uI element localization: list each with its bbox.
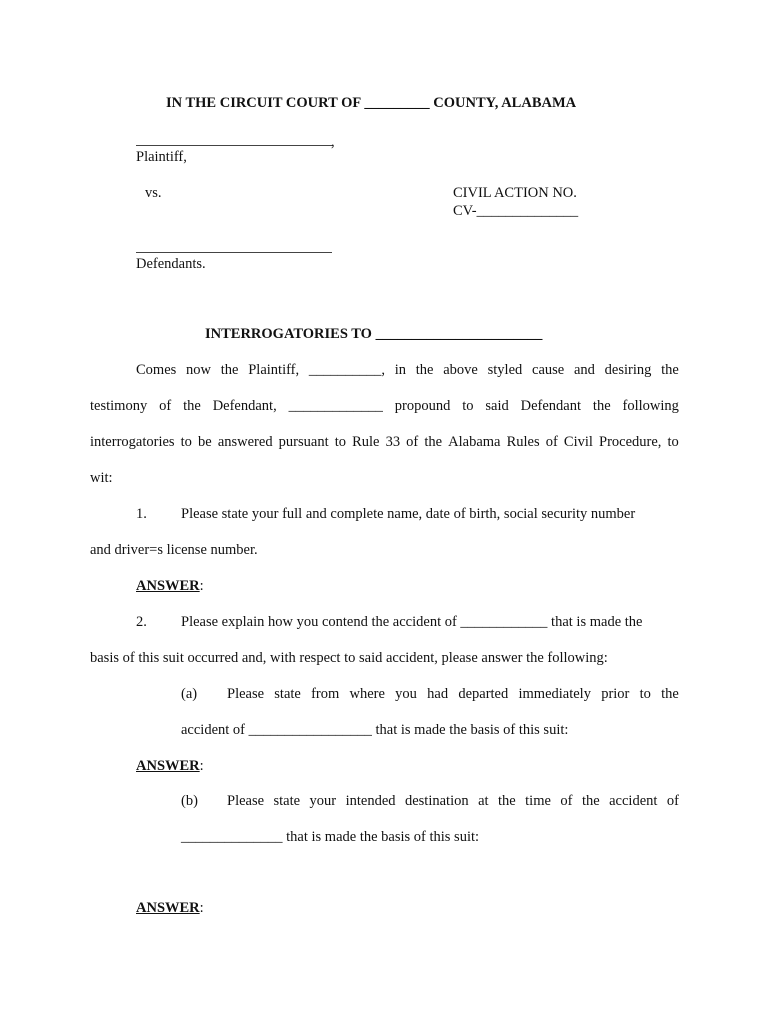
word: the bbox=[581, 793, 600, 809]
word: the bbox=[424, 434, 443, 450]
intro-line-3 bbox=[90, 434, 679, 451]
word: Rules bbox=[506, 434, 540, 450]
subquestion-b-letter: (b) bbox=[181, 793, 198, 809]
question-2-text: Please explain how you contend the accident of ____________ that is made the bbox=[181, 614, 643, 630]
word: Procedure, bbox=[599, 434, 662, 450]
intro-line-4: wit: bbox=[90, 470, 113, 486]
word: now bbox=[186, 362, 212, 378]
word: pursuant bbox=[278, 434, 329, 450]
question-2-number: 2. bbox=[136, 614, 147, 630]
subquestion-a-text-cont: accident of _________________ that is made the basis of this suit: bbox=[181, 722, 569, 738]
word: Please bbox=[227, 686, 265, 702]
word: styled bbox=[487, 362, 523, 378]
word: had bbox=[427, 686, 449, 702]
word: of bbox=[545, 434, 558, 450]
plaintiff-name-line bbox=[136, 145, 332, 146]
word: Alabama bbox=[448, 434, 501, 450]
defendant-name-line bbox=[136, 252, 332, 253]
word: accident bbox=[609, 793, 658, 809]
answer-2a bbox=[136, 758, 204, 775]
answer-colon: : bbox=[199, 900, 204, 916]
word: propound bbox=[394, 398, 451, 414]
case-number: CV-______________ bbox=[453, 203, 579, 219]
word: at bbox=[478, 793, 489, 809]
answer-label: ANSWER bbox=[136, 578, 200, 594]
word: the bbox=[220, 362, 239, 378]
word: Plaintiff, bbox=[248, 362, 300, 378]
word: to bbox=[639, 686, 651, 702]
word: where bbox=[349, 686, 385, 702]
answer-colon: : bbox=[199, 758, 204, 774]
word: Comes bbox=[136, 362, 177, 378]
answer-colon: : bbox=[199, 578, 204, 594]
word: your bbox=[309, 793, 337, 809]
word: interrogatories bbox=[90, 434, 175, 450]
word: said bbox=[485, 398, 509, 414]
civil-action-label: CIVIL ACTION NO. bbox=[453, 185, 577, 201]
word: be bbox=[198, 434, 212, 450]
word: intended bbox=[345, 793, 396, 809]
word: the bbox=[592, 398, 611, 414]
versus-label: vs. bbox=[145, 185, 162, 201]
answer-label: ANSWER bbox=[136, 900, 200, 916]
question-1-number: 1. bbox=[136, 506, 147, 522]
word: in bbox=[394, 362, 407, 378]
word: of bbox=[666, 793, 679, 809]
word: above bbox=[443, 362, 478, 378]
question-1-text-cont: and driver=s license number. bbox=[90, 542, 258, 558]
subquestion-b-text-cont: ______________ that is made the basis of this suit: bbox=[181, 829, 480, 845]
word: __________, bbox=[308, 362, 385, 378]
subquestion-a-text bbox=[227, 686, 679, 703]
word: of bbox=[560, 793, 573, 809]
question-1-text: Please state your full and complete name, date of birth, social security number bbox=[181, 506, 636, 522]
word: state bbox=[273, 793, 301, 809]
word: cause bbox=[532, 362, 565, 378]
word: Civil bbox=[563, 434, 593, 450]
word: _____________ bbox=[288, 398, 383, 414]
answer-1 bbox=[136, 578, 204, 595]
word: Please bbox=[227, 793, 265, 809]
word: to bbox=[462, 398, 474, 414]
word: and bbox=[573, 362, 595, 378]
intro-line-1 bbox=[136, 362, 679, 379]
word: Defendant bbox=[520, 398, 582, 414]
word: testimony bbox=[90, 398, 148, 414]
word: you bbox=[395, 686, 417, 702]
defendants-label: Defendants. bbox=[136, 256, 206, 272]
word: prior bbox=[601, 686, 630, 702]
word: destination bbox=[404, 793, 469, 809]
plaintiff-label: Plaintiff, bbox=[136, 149, 187, 165]
word: desiring bbox=[604, 362, 652, 378]
word: the bbox=[415, 362, 434, 378]
word: immediately bbox=[518, 686, 591, 702]
answer-2b bbox=[136, 900, 204, 917]
subquestion-a-letter: (a) bbox=[181, 686, 198, 702]
answer-label: ANSWER bbox=[136, 758, 200, 774]
word: answered bbox=[217, 434, 273, 450]
word: time bbox=[525, 793, 551, 809]
word: Rule bbox=[352, 434, 380, 450]
word: of bbox=[159, 398, 172, 414]
word: departed bbox=[458, 686, 509, 702]
word: to bbox=[334, 434, 346, 450]
intro-line-2 bbox=[90, 398, 679, 415]
plaintiff-comma: , bbox=[331, 134, 335, 150]
document-title: INTERROGATORIES TO _______________________ bbox=[205, 326, 543, 342]
word: to bbox=[180, 434, 192, 450]
word: Defendant, bbox=[212, 398, 277, 414]
word: to bbox=[667, 434, 679, 450]
word: following bbox=[622, 398, 679, 414]
word: state bbox=[274, 686, 301, 702]
word: the bbox=[661, 362, 679, 378]
word: the bbox=[497, 793, 516, 809]
word: from bbox=[311, 686, 340, 702]
word: 33 bbox=[385, 434, 401, 450]
subquestion-b-text bbox=[227, 793, 679, 810]
word: the bbox=[183, 398, 201, 414]
word: the bbox=[661, 686, 679, 702]
court-heading: IN THE CIRCUIT COURT OF _________ COUNTY, ALABAMA bbox=[166, 95, 577, 111]
word: of bbox=[406, 434, 419, 450]
question-2-text-cont: basis of this suit occurred and, with respect to said accident, please answer the following: bbox=[90, 650, 608, 666]
